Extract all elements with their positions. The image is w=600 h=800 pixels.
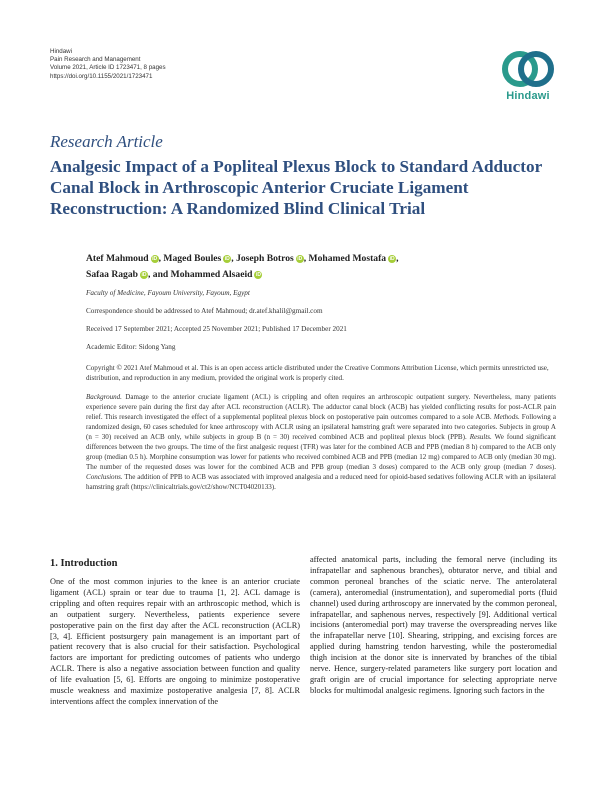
author-separator: ,	[158, 253, 164, 264]
volume-line: Volume 2021, Article ID 1723471, 8 pages	[50, 64, 166, 72]
journal-meta	[50, 48, 166, 81]
orcid-icon[interactable]: iD	[152, 256, 158, 262]
abstract-background-label: Background.	[86, 393, 122, 401]
body-column-right: affected anatomical parts, including the femoral nerve (including its infrapatellar and saphenous branches), obturator nerve, and tibial and common peroneal branches of the sciatic nerve. The anterolateral (camera), anteromedial (instrumentation), and superomedial ports (fluid channel) used during arthroscopy are innervated by the common peroneal, infrapatellar, and saphenous nerves, respectively [9]. Additional vertical incisions (anteromedial port) may traverse the overspreading nerves like the infrapatellar nerve [10]. Shearing, stripping, and excising forces are applied during hamstring tendon harvesting, while the posteromedial thigh incision at the donor site is innervated by branches of the tibial nerve. Hence, surgery-related parameters like surgery port location and graft origin are of crucial importance for selecting appropriate nerve blocks for multimodal analgesic regimens. Ignoring such factors in the	[310, 555, 557, 695]
abstract-background: Damage to the anterior cruciate ligament (ACL) is crippling and often requires an arthroscopic outpatient surgery. Nevertheless, many patients experience severe pain during the first day after ACL reconstruction (ACLR). The adductor canal block (ACB) has yielded conflicting results for post-ACLR pain relief. This research investigated the effect of a supplemental popliteal plexus block on postoperative pain outcomes compared to a sole ACB.	[86, 393, 556, 421]
orcid-icon[interactable]: iD	[141, 272, 147, 278]
section-heading-introduction: 1. Introduction	[50, 558, 118, 569]
publication-dates: Received 17 September 2021; Accepted 25 November 2021; Published 17 December 2021	[86, 325, 347, 333]
abstract	[86, 393, 556, 493]
orcid-icon[interactable]: iD	[389, 256, 395, 262]
author-list	[86, 251, 556, 283]
abstract-conclusions-label: Conclusions.	[86, 472, 123, 481]
logo-text: Hindawi	[506, 90, 550, 102]
journal-name: Pain Research and Management	[50, 56, 141, 64]
abstract-results: We found significant differences between the two groups. The time of the first analgesic request (TFR) was later for the combined ACB and PPB (median 8 h) compared to the ACB only group (median 0.5 h). Morphine consumption was lower for patients who received combined ACB and PPB (median 12 mg) compared to ACB only (median 30 mg). The number of the requested doses was lower for the combined ACB and PPB group (median 3 doses) compared to the ACB only group (median 7 doses).	[86, 432, 556, 471]
doi-link[interactable]: https://doi.org/10.1155/2021/1723471	[50, 72, 153, 80]
publisher-name: Hindawi	[50, 48, 73, 55]
author-name: Atef Mahmoud	[86, 253, 149, 264]
article-type: Research Article	[50, 132, 163, 151]
copyright-notice: Copyright © 2021 Atef Mahmoud et al. This is an open access article distributed under the Creative Commons Attribution License, which permits unrestricted use, distribution, and reproduction in any medium, provided the original work is properly cited.	[86, 364, 549, 382]
abstract-conclusions: The addition of PPB to ACB was associated with improved analgesia and a reduced need for opioid-based sedatives following ACLR with an ipsilateral hamstring graft (https://clinicaltrials.gov/ct2/show/NCT04020133).	[86, 472, 556, 491]
author-name: Joseph Botros	[236, 253, 294, 264]
orcid-icon[interactable]: iD	[297, 256, 303, 262]
orcid-icon[interactable]: iD	[224, 256, 230, 262]
affiliation: Faculty of Medicine, Fayoum University, Fayoum, Egypt	[86, 289, 250, 297]
author-name: Safaa Ragab	[86, 269, 138, 280]
author-separator: ,	[303, 253, 309, 264]
abstract-results-label: Results.	[466, 432, 492, 441]
page-title: Analgesic Impact of a Popliteal Plexus Block to Standard Adductor Canal Block in Arthroscopic Anterior Cruciate Ligament Reconstruction: A Randomized Blind Clinical Trial	[50, 157, 542, 218]
author-name: Mohamed Mostafa	[308, 253, 387, 264]
author-separator: , and	[147, 269, 171, 280]
author-name: Mohammed Alsaeid	[170, 269, 253, 280]
orcid-icon[interactable]: iD	[255, 272, 261, 278]
body-column-left: One of the most common injuries to the knee is an anterior cruciate ligament (ACL) sprain or tear due to trauma [1, 2]. ACL damage is crippling and often requires repair with an arthroscopic method, which is an outpatient surgery. Nevertheless, patients experience severe postoperative pain on the first day after the ACL reconstruction (ACLR) [3, 4]. Efficient postsurgery pain management is an important part of patient recovery that is also crucial for their satisfaction. Psychological factors are important for predicting outcomes of patients who undergo ACLR. There is also a negative association between function and quality of life evaluation [5, 6]. Efforts are ongoing to minimize postoperative muscle weakness and maximize postoperative analgesia [7, 8]. ACLR interventions affect the complex innervation of the	[50, 577, 300, 706]
author-separator: ,	[396, 253, 399, 264]
academic-editor: Academic Editor: Sidong Yang	[86, 343, 176, 351]
author-separator: ,	[231, 253, 237, 264]
abstract-methods-label: Methods.	[491, 412, 520, 421]
correspondence: Correspondence should be addressed to Atef Mahmoud; dr.atef.khalil@gmail.com	[86, 307, 323, 315]
author-name: Maged Boules	[163, 253, 222, 264]
abstract-methods: Following a randomized design, 60 cases scheduled for knee arthroscopy with ACLR using an ipsilateral hamstring graft were separated into two categories. Subjects in group A (n = 30) received an ACB only, while subjects in group B (n = 30) received combined ACB and popliteal plexus block (PPB).	[86, 412, 556, 441]
